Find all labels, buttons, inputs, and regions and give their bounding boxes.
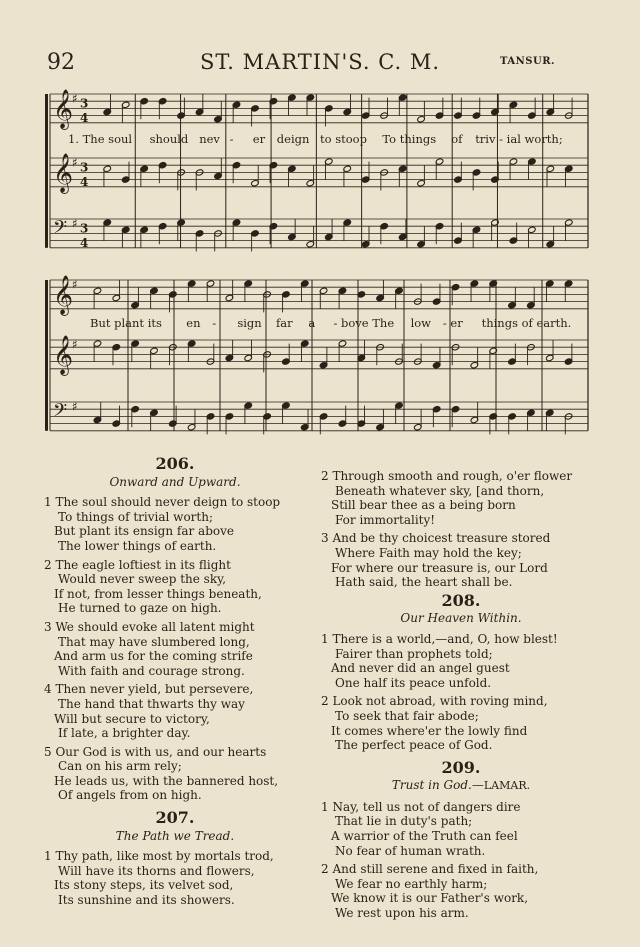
bass-clef-icon: 𝄢 <box>53 217 68 243</box>
verse-line: With faith and courage strong. <box>58 663 245 678</box>
treble-clef-icon: 𝄞 <box>53 274 74 315</box>
verse <box>44 495 306 553</box>
verse-line: He turned to gaze on high. <box>58 601 222 616</box>
time-signature-icon: 3 <box>80 160 89 175</box>
lyric-syllable: To things <box>382 132 437 146</box>
time-signature-icon: 3 <box>80 221 89 236</box>
hymn-subtitle-text: Our Heaven Within. <box>400 611 522 626</box>
lyric-syllable: nev <box>199 132 220 146</box>
hymn-subtitle <box>321 778 601 794</box>
lyric-syllable: of <box>451 132 463 146</box>
verse <box>44 558 306 616</box>
verse-line: Where Faith may hold the key; <box>335 545 522 560</box>
verse-line: 5 Our God is with us, and our hearts <box>44 744 267 759</box>
lyric-syllable: should <box>149 132 189 146</box>
verse-line: That may have slumbered long, <box>58 634 250 649</box>
verse-line: The lower things of earth. <box>58 538 217 553</box>
verse <box>321 694 601 752</box>
verse-line: For immortality! <box>335 512 436 527</box>
verse-line: 4 Then never yield, but persevere, <box>44 682 254 697</box>
hymn-subtitle-text: Onward and Upward. <box>109 474 241 489</box>
verse-line: 2 And still serene and fixed in faith, <box>321 862 539 877</box>
verse-line: 2 Look not abroad, with roving mind, <box>321 694 548 709</box>
verse-line: It comes where'er the lowly find <box>331 723 528 738</box>
right-column <box>321 469 601 925</box>
lyric-syllable: - <box>229 132 234 146</box>
treble-clef-icon: 𝄞 <box>53 334 74 375</box>
verse <box>44 682 306 740</box>
verse-line: Will but secure to victory, <box>54 711 210 726</box>
lyric-syllable: low <box>410 316 432 330</box>
lyric-syllable: en <box>186 316 201 330</box>
hymn-subtitle <box>44 475 306 490</box>
verse-line: Beneath whatever sky, [and thorn, <box>335 483 545 498</box>
hymn-number: 209. <box>441 757 481 777</box>
system-brace <box>45 94 48 248</box>
verse-line: We rest upon his arm. <box>335 906 469 921</box>
verse-line: Still bear thee as a being born <box>331 498 516 513</box>
time-signature-icon: 4 <box>80 236 89 251</box>
sharp-icon: ♯ <box>72 91 78 106</box>
verse-line: Its stony steps, its velvet sod, <box>54 878 234 893</box>
hymn-subtitle <box>321 611 601 626</box>
lyric-syllable: to stoop <box>320 132 367 146</box>
verse-line: 1 There is a world,—and, O, how blest! <box>321 631 558 646</box>
verse-line: Fairer than prophets told; <box>335 646 493 661</box>
hymn-number: 208. <box>441 590 481 610</box>
sharp-icon: ♯ <box>72 399 78 414</box>
verse-line: One half its peace unfold. <box>335 675 492 690</box>
verse <box>44 620 306 678</box>
lyric-syllable: deign <box>276 132 310 146</box>
hymn-number: 206. <box>155 454 195 473</box>
time-signature-icon: 4 <box>80 175 89 190</box>
verse-line: 1 The soul should never deign to stoop <box>44 495 281 510</box>
lyric-syllable: a <box>308 316 316 330</box>
lyric-syllable: sign <box>237 316 262 330</box>
lyric-syllable: things of earth. <box>481 316 572 330</box>
verse-line: If late, a brighter day. <box>58 726 191 741</box>
verse-line: 3 And be thy choicest treasure stored <box>321 531 551 546</box>
verse-line: For where our treasure is, our Lord <box>331 560 548 575</box>
bass-clef-icon: 𝄢 <box>53 400 68 426</box>
left-column <box>44 454 306 912</box>
lyric-syllable: er <box>252 132 266 146</box>
verse-line: Its sunshine and its showers. <box>58 893 235 908</box>
verse <box>44 745 306 803</box>
tune-title: ST. MARTIN'S. C. M. <box>200 50 441 74</box>
lyric-syllable: But plant its <box>90 316 162 330</box>
composer-name: TANSUR. <box>500 56 556 67</box>
treble-clef-icon: 𝄞 <box>53 152 74 193</box>
verse <box>321 632 601 690</box>
system-brace <box>45 280 48 431</box>
verse-line: 1 Nay, tell us not of dangers dire <box>321 799 521 814</box>
verse-line: To seek that fair abode; <box>335 708 479 723</box>
verse-line: Of angels from on high. <box>58 788 202 803</box>
verse-line: 3 We should evoke all latent might <box>44 619 255 634</box>
lyric-syllable: - er <box>442 316 463 330</box>
hymn-subtitle <box>44 829 306 844</box>
lyric-syllable: - <box>212 316 217 330</box>
lyric-syllable: far <box>276 316 293 330</box>
lyric-syllable: - bove The <box>333 316 395 330</box>
sharp-icon: ♯ <box>72 216 78 231</box>
verse-line: 1 Thy path, like most by mortals trod, <box>44 849 274 864</box>
verse-line: Would never sweep the sky, <box>58 572 227 587</box>
verse <box>321 862 601 920</box>
verse-line: 2 The eagle loftiest in its flight <box>44 557 231 572</box>
verse-line: If not, from lesser things beneath, <box>54 586 262 601</box>
verse <box>44 849 306 907</box>
verse-line: We fear no earthly harm; <box>335 876 488 891</box>
sharp-icon: ♯ <box>72 277 78 292</box>
time-signature-icon: 4 <box>80 111 89 126</box>
time-signature-icon: 3 <box>80 96 89 111</box>
hymn-tune-name: LAMAR. <box>483 779 531 793</box>
lyric-syllable: 1. The soul <box>68 132 133 146</box>
verse <box>321 469 601 527</box>
verse <box>321 800 601 858</box>
hymn-subtitle-text: Trust in God.— <box>391 778 484 793</box>
sharp-icon: ♯ <box>72 155 78 170</box>
verse-line: The hand that thwarts thy way <box>58 696 245 711</box>
verse-line: To things of trivial worth; <box>58 509 214 524</box>
verse-line: He leads us, with the bannered host, <box>54 773 279 788</box>
verse-line: And arm us for the coming strife <box>54 649 253 664</box>
verse-line: 2 Through smooth and rough, o'er flower <box>321 469 573 483</box>
verse-line: Can on his arm rely; <box>58 759 182 774</box>
verse-line: Will have its thorns and flowers, <box>58 863 255 878</box>
verse-line: A warrior of the Truth can feel <box>331 829 518 844</box>
hymn-subtitle-text: The Path we Tread. <box>115 828 235 843</box>
verse-line: Hath said, the heart shall be. <box>335 575 513 590</box>
music-score <box>0 0 640 440</box>
hymn-number: 207. <box>155 808 195 828</box>
page-number: 92 <box>47 50 75 75</box>
verse-line: But plant its ensign far above <box>54 524 234 539</box>
verse <box>321 531 601 589</box>
verse-line: And never did an angel guest <box>331 661 510 676</box>
lyric-syllable: triv - ial worth; <box>475 132 563 146</box>
verse-line: We know it is our Father's work, <box>331 891 529 906</box>
sharp-icon: ♯ <box>72 337 78 352</box>
treble-clef-icon: 𝄞 <box>53 88 74 129</box>
verse-line: That lie in duty's path; <box>335 814 473 829</box>
verse-line: The perfect peace of God. <box>335 738 493 753</box>
verse-line: No fear of human wrath. <box>335 843 486 858</box>
